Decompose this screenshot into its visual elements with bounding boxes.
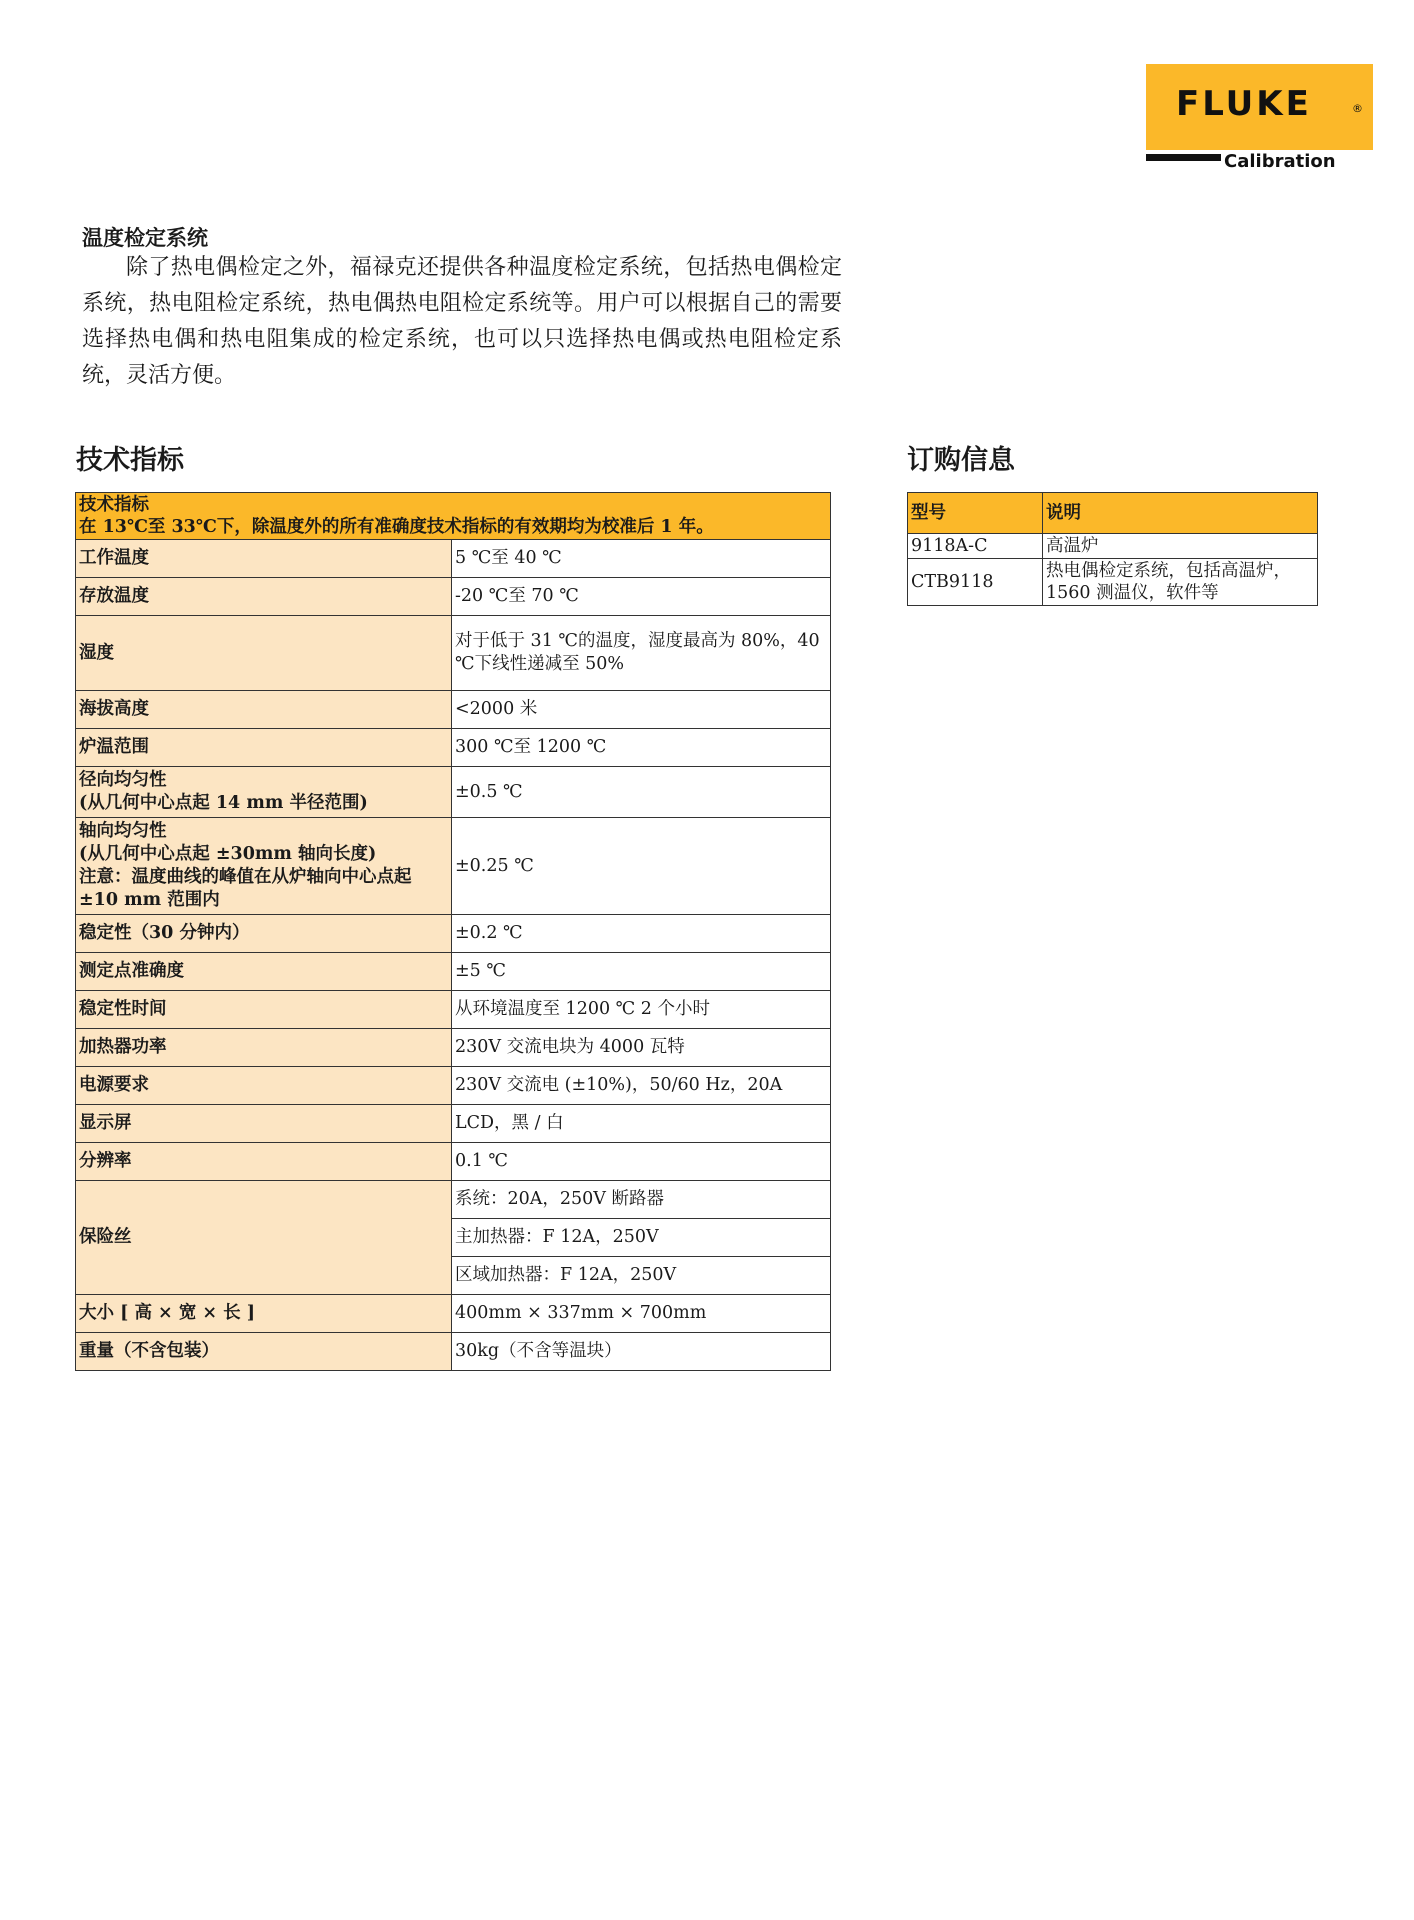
order-desc: 热电偶检定系统，包括高温炉，1560 测温仪，软件等 bbox=[1043, 559, 1318, 606]
spec-label: 稳定性时间 bbox=[76, 991, 452, 1029]
spec-label: 显示屏 bbox=[76, 1105, 452, 1143]
spec-value: 400mm × 337mm × 700mm bbox=[452, 1295, 831, 1333]
spec-label: 加热器功率 bbox=[76, 1029, 452, 1067]
spec-value: 230V 交流电块为 4000 瓦特 bbox=[452, 1029, 831, 1067]
spec-table bbox=[75, 492, 831, 1371]
table-row bbox=[76, 915, 831, 953]
order-header-model: 型号 bbox=[908, 493, 1043, 534]
spec-value: 主加热器：F 12A，250V bbox=[452, 1219, 831, 1257]
registered-mark: ® bbox=[1352, 102, 1363, 115]
spec-header-cell bbox=[76, 493, 831, 540]
logo-text: FLUKE bbox=[1176, 84, 1312, 124]
table-row bbox=[76, 540, 831, 578]
table-row bbox=[76, 1067, 831, 1105]
order-table bbox=[907, 492, 1318, 606]
spec-table-header bbox=[76, 493, 831, 540]
spec-label: 存放温度 bbox=[76, 578, 452, 616]
table-row bbox=[76, 1143, 831, 1181]
spec-value: ±0.2 ℃ bbox=[452, 915, 831, 953]
spec-header-title: 技术指标 bbox=[79, 495, 149, 515]
table-row bbox=[908, 559, 1318, 606]
fluke-logo bbox=[1146, 64, 1373, 150]
spec-label: 分辨率 bbox=[76, 1143, 452, 1181]
order-model: CTB9118 bbox=[908, 559, 1043, 606]
spec-value: 0.1 ℃ bbox=[452, 1143, 831, 1181]
spec-label: 海拔高度 bbox=[76, 691, 452, 729]
spec-value: 系统：20A，250V 断路器 bbox=[452, 1181, 831, 1219]
table-row bbox=[76, 1029, 831, 1067]
table-row bbox=[76, 729, 831, 767]
spec-label: 湿度 bbox=[76, 616, 452, 691]
spec-label: 工作温度 bbox=[76, 540, 452, 578]
table-row bbox=[76, 953, 831, 991]
spec-header-note: 在 13℃至 33℃下，除温度外的所有准确度技术指标的有效期均为校准后 1 年。 bbox=[79, 517, 714, 537]
spec-heading: 技术指标 bbox=[76, 445, 184, 476]
table-row bbox=[76, 767, 831, 818]
spec-value: 300 ℃至 1200 ℃ bbox=[452, 729, 831, 767]
spec-label: 径向均匀性 (从几何中心点起 14 mm 半径范围) bbox=[76, 767, 452, 818]
spec-label: 轴向均匀性 (从几何中心点起 ±30mm 轴向长度) 注意：温度曲线的峰值在从炉轴向中心点起 ±10 mm 范围内 bbox=[76, 818, 452, 915]
spec-value: 230V 交流电 (±10%)，50/60 Hz，20A bbox=[452, 1067, 831, 1105]
spec-label: 炉温范围 bbox=[76, 729, 452, 767]
intro-title: 温度检定系统 bbox=[82, 226, 208, 250]
spec-value: 从环境温度至 1200 ℃ 2 个小时 bbox=[452, 991, 831, 1029]
spec-value: <2000 米 bbox=[452, 691, 831, 729]
table-row bbox=[76, 578, 831, 616]
order-desc: 高温炉 bbox=[1043, 534, 1318, 559]
table-row bbox=[76, 818, 831, 915]
table-row bbox=[76, 691, 831, 729]
spec-value: 30kg（不含等温块） bbox=[452, 1333, 831, 1371]
table-row bbox=[76, 1333, 831, 1371]
table-row bbox=[76, 991, 831, 1029]
order-header-desc: 说明 bbox=[1043, 493, 1318, 534]
spec-label: 大小 [ 高 × 宽 × 长 ] bbox=[76, 1295, 452, 1333]
spec-value: LCD，黑 / 白 bbox=[452, 1105, 831, 1143]
order-table-header bbox=[908, 493, 1318, 534]
logo-bar bbox=[1146, 154, 1221, 161]
table-row bbox=[76, 1181, 831, 1219]
logo-division: Calibration bbox=[1224, 151, 1336, 172]
spec-value: 5 ℃至 40 ℃ bbox=[452, 540, 831, 578]
spec-label: 重量（不含包装） bbox=[76, 1333, 452, 1371]
spec-value: 区域加热器：F 12A，250V bbox=[452, 1257, 831, 1295]
spec-value: 对于低于 31 ℃的温度，湿度最高为 80%，40 ℃下线性递减至 50% bbox=[452, 616, 831, 691]
order-model: 9118A-C bbox=[908, 534, 1043, 559]
table-row bbox=[76, 1295, 831, 1333]
spec-value: ±5 ℃ bbox=[452, 953, 831, 991]
spec-value: ±0.25 ℃ bbox=[452, 818, 831, 915]
table-row bbox=[908, 534, 1318, 559]
spec-label: 测定点准确度 bbox=[76, 953, 452, 991]
spec-label: 电源要求 bbox=[76, 1067, 452, 1105]
spec-value: -20 ℃至 70 ℃ bbox=[452, 578, 831, 616]
intro-body: 除了热电偶检定之外，福禄克还提供各种温度检定系统，包括热电偶检定系统，热电阻检定系统，热电偶热电阻检定系统等。用户可以根据自己的需要选择热电偶和热电阻集成的检定系统，也可以只选择热电偶或热电阻检定系统，灵活方便。 bbox=[82, 255, 842, 388]
spec-value: ±0.5 ℃ bbox=[452, 767, 831, 818]
spec-label: 稳定性（30 分钟内） bbox=[76, 915, 452, 953]
spec-label: 保险丝 bbox=[76, 1181, 452, 1295]
table-row bbox=[76, 1105, 831, 1143]
order-heading: 订购信息 bbox=[907, 445, 1015, 476]
table-row bbox=[76, 616, 831, 691]
